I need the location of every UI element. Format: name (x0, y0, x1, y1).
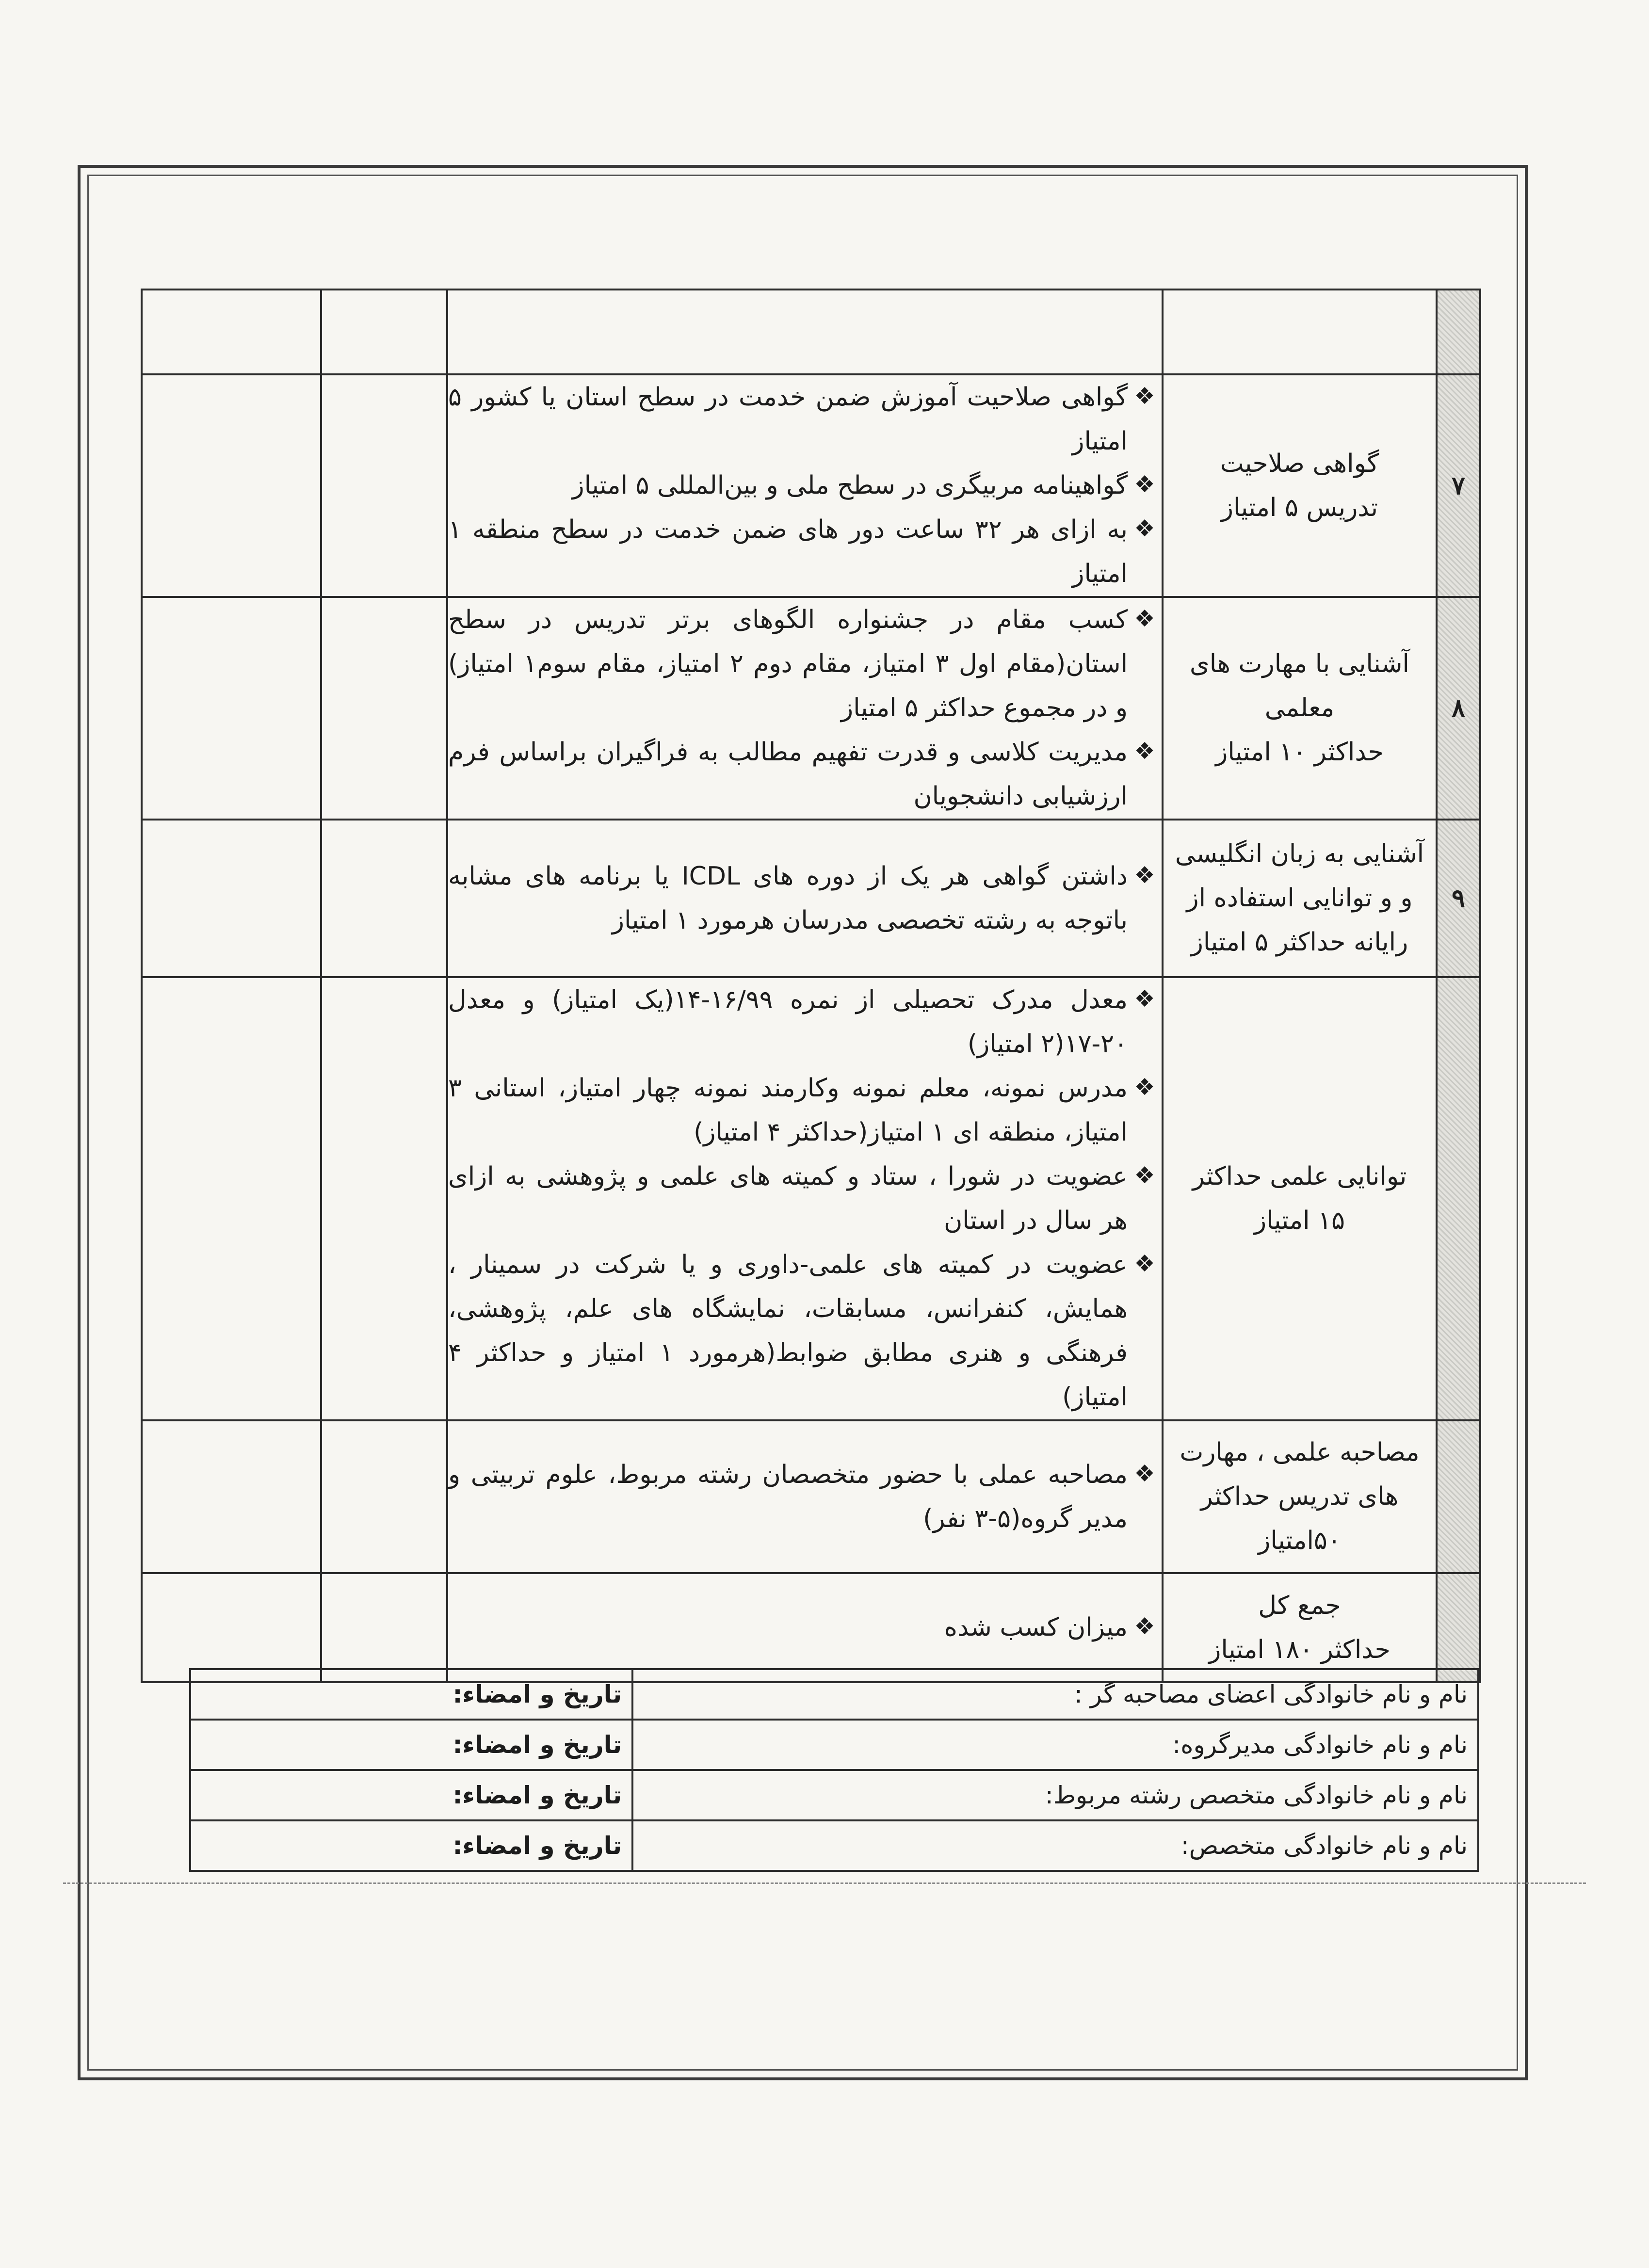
score-cell (321, 977, 447, 1420)
diamond-bullet-icon: ❖ (1134, 1162, 1155, 1189)
notes-cell (142, 597, 321, 820)
criterion-item (448, 1066, 1162, 1155)
signature-row (190, 1720, 1478, 1770)
diamond-bullet-icon: ❖ (1134, 605, 1155, 632)
criterion-item (448, 464, 1162, 508)
criterion-title-line: و و توانایی استفاده از (1186, 884, 1413, 913)
criterion-items (447, 597, 1163, 820)
criterion-title (1163, 290, 1437, 374)
score-cell (321, 1420, 447, 1573)
criterion-item (448, 854, 1162, 943)
notes-cell (142, 977, 321, 1420)
criterion-item (448, 508, 1162, 596)
criterion-items (447, 374, 1163, 597)
notes-cell (142, 290, 321, 374)
criterion-title-line: ۱۵ امتیاز (1254, 1206, 1345, 1235)
criterion-item (448, 1155, 1162, 1243)
diamond-bullet-icon: ❖ (1134, 515, 1155, 542)
criterion-title (1163, 1420, 1437, 1573)
criteria-row (142, 1420, 1480, 1573)
row-number: ۸ (1437, 597, 1480, 820)
row-number (1437, 977, 1480, 1420)
criterion-item-text: گواهی صلاحیت آموزش ضمن خدمت در سطح استان یا کشور ۵ امتیاز (448, 383, 1128, 456)
signature-date-label: تاریخ و امضاء: (190, 1820, 632, 1871)
signature-name-label: نام و نام خانوادگی مدیرگروه: (632, 1720, 1478, 1770)
criterion-item-text: داشتن گواهی هر یک از دوره های ICDL یا برنامه های مشابه باتوجه به رشته تخصصی مدرسان هرمورد ۱ امتیاز (448, 861, 1128, 935)
signature-row (190, 1820, 1478, 1871)
criterion-item (448, 598, 1162, 730)
diamond-bullet-icon: ❖ (1134, 861, 1155, 889)
criterion-items (447, 820, 1163, 977)
criteria-row (142, 1573, 1480, 1682)
criterion-title-line: های تدریس حداکثر (1200, 1482, 1399, 1511)
criterion-title (1163, 1573, 1437, 1682)
signature-row (190, 1770, 1478, 1820)
notes-cell (142, 1420, 321, 1573)
criteria-table-body (142, 290, 1480, 1682)
score-cell (321, 374, 447, 597)
score-cell (321, 820, 447, 977)
criterion-title (1163, 820, 1437, 977)
criterion-item-text: کسب مقام در جشنواره الگوهای برتر تدریس در سطح استان(مقام اول ۳ امتیاز، مقام دوم ۲ امتیاز، مقام سوم۱ امتیاز) و در مجموع حداکثر ۵ امتیاز (448, 605, 1128, 723)
criterion-item-text: عضویت در شورا ، ستاد و کمیته های علمی و پژوهشی به ازای هر سال در استان (448, 1162, 1128, 1235)
criteria-row (142, 290, 1480, 374)
criterion-title-line: رایانه حداکثر ۵ امتیاز (1191, 928, 1408, 957)
diamond-bullet-icon: ❖ (1134, 985, 1155, 1013)
row-number: ۷ (1437, 374, 1480, 597)
diamond-bullet-icon: ❖ (1134, 1613, 1155, 1640)
criterion-title-line: توانایی علمی حداکثر (1192, 1162, 1407, 1191)
criterion-title-line: حداکثر ۱۰ امتیاز (1215, 738, 1384, 767)
score-cell (321, 1573, 447, 1682)
signature-name-label: نام و نام خانوادگی متخصص رشته مربوط: (632, 1770, 1478, 1820)
criterion-item (448, 375, 1162, 464)
criterion-items (447, 977, 1163, 1420)
criterion-item-text: مدیریت کلاسی و قدرت تفهیم مطالب به فراگیران براساس فرم ارزشیابی دانشجویان (448, 738, 1128, 811)
criterion-item-text: مصاحبه عملی با حضور متخصصان رشته مربوط، علوم تربیتی و مدیر گروه(۵-۳ نفر) (448, 1460, 1128, 1533)
criterion-title-line: تدریس ۵ امتیاز (1221, 493, 1378, 522)
signature-table-body (190, 1669, 1478, 1871)
criterion-title-line: مصاحبه علمی ، مهارت (1180, 1438, 1420, 1467)
criterion-item (448, 1606, 1162, 1650)
criterion-item-text: گواهینامه مربیگری در سطح ملی و بین‌المللی ۵ امتیاز (572, 471, 1128, 500)
criterion-item (448, 1243, 1162, 1419)
criteria-row (142, 597, 1480, 820)
signature-row (190, 1669, 1478, 1720)
criterion-title-line: معلمی (1264, 693, 1335, 723)
criterion-item-text: عضویت در کمیته های علمی-داوری و یا شرکت در سمینار ، همایش، کنفرانس، مسابقات، نمایشگاه های علم، پژوهشی، فرهنگی و هنری مطابق ضوابط(هرمورد ۱ امتیاز و حداکثر ۴ امتیاز) (448, 1250, 1128, 1412)
row-number (1437, 290, 1480, 374)
criteria-table (141, 289, 1481, 1683)
criteria-row (142, 977, 1480, 1420)
signature-name-label: نام و نام خانوادگی متخصص: (632, 1820, 1478, 1871)
criteria-row (142, 820, 1480, 977)
criterion-item (448, 730, 1162, 819)
criterion-items (447, 290, 1163, 374)
signature-date-label: تاریخ و امضاء: (190, 1720, 632, 1770)
criterion-title-line: جمع کل (1258, 1591, 1341, 1620)
criterion-title (1163, 977, 1437, 1420)
criterion-items (447, 1573, 1163, 1682)
score-cell (321, 290, 447, 374)
criterion-title-line: آشنایی با مهارت های (1190, 649, 1409, 678)
criterion-item-text: معدل مدرک تحصیلی از نمره ۱۶/۹۹-۱۴(یک امتیاز) و معدل ۲۰-۱۷(۲ امتیاز) (448, 985, 1128, 1059)
diamond-bullet-icon: ❖ (1134, 383, 1155, 410)
score-cell (321, 597, 447, 820)
criterion-title-line: حداکثر ۱۸۰ امتیاز (1209, 1635, 1390, 1664)
dashed-divider (63, 1882, 1586, 1884)
diamond-bullet-icon: ❖ (1134, 471, 1155, 498)
criterion-item (448, 1453, 1162, 1541)
criterion-item-text: به ازای هر ۳۲ ساعت دور های ضمن خدمت در سطح منطقه ۱ امتیاز (448, 515, 1128, 588)
criterion-title-line: گواهی صلاحیت (1220, 449, 1379, 478)
signature-table (189, 1668, 1479, 1872)
signature-date-label: تاریخ و امضاء: (190, 1770, 632, 1820)
criterion-item-text: مدرس نمونه، معلم نمونه وکارمند نمونه چهار امتیاز، استانی ۳ امتیاز، منطقه ای ۱ امتیاز(حداکثر ۴ امتیاز) (448, 1074, 1128, 1147)
row-number (1437, 1573, 1480, 1682)
diamond-bullet-icon: ❖ (1134, 1250, 1155, 1277)
diamond-bullet-icon: ❖ (1134, 1074, 1155, 1101)
criterion-title-line: آشنایی به زبان انگلیسی (1175, 839, 1424, 869)
criterion-items (447, 1420, 1163, 1573)
criterion-title (1163, 597, 1437, 820)
notes-cell (142, 820, 321, 977)
criterion-title (1163, 374, 1437, 597)
notes-cell (142, 1573, 321, 1682)
signature-name-label: نام و نام خانوادگی اعضای مصاحبه گر : (632, 1669, 1478, 1720)
row-number: ۹ (1437, 820, 1480, 977)
signature-date-label: تاریخ و امضاء: (190, 1669, 632, 1720)
notes-cell (142, 374, 321, 597)
diamond-bullet-icon: ❖ (1134, 738, 1155, 765)
criterion-item (448, 978, 1162, 1066)
criteria-row (142, 374, 1480, 597)
criterion-title-line: ۵۰امتیاز (1258, 1526, 1341, 1555)
diamond-bullet-icon: ❖ (1134, 1460, 1155, 1487)
criterion-item-text: میزان کسب شده (944, 1613, 1128, 1642)
row-number (1437, 1420, 1480, 1573)
